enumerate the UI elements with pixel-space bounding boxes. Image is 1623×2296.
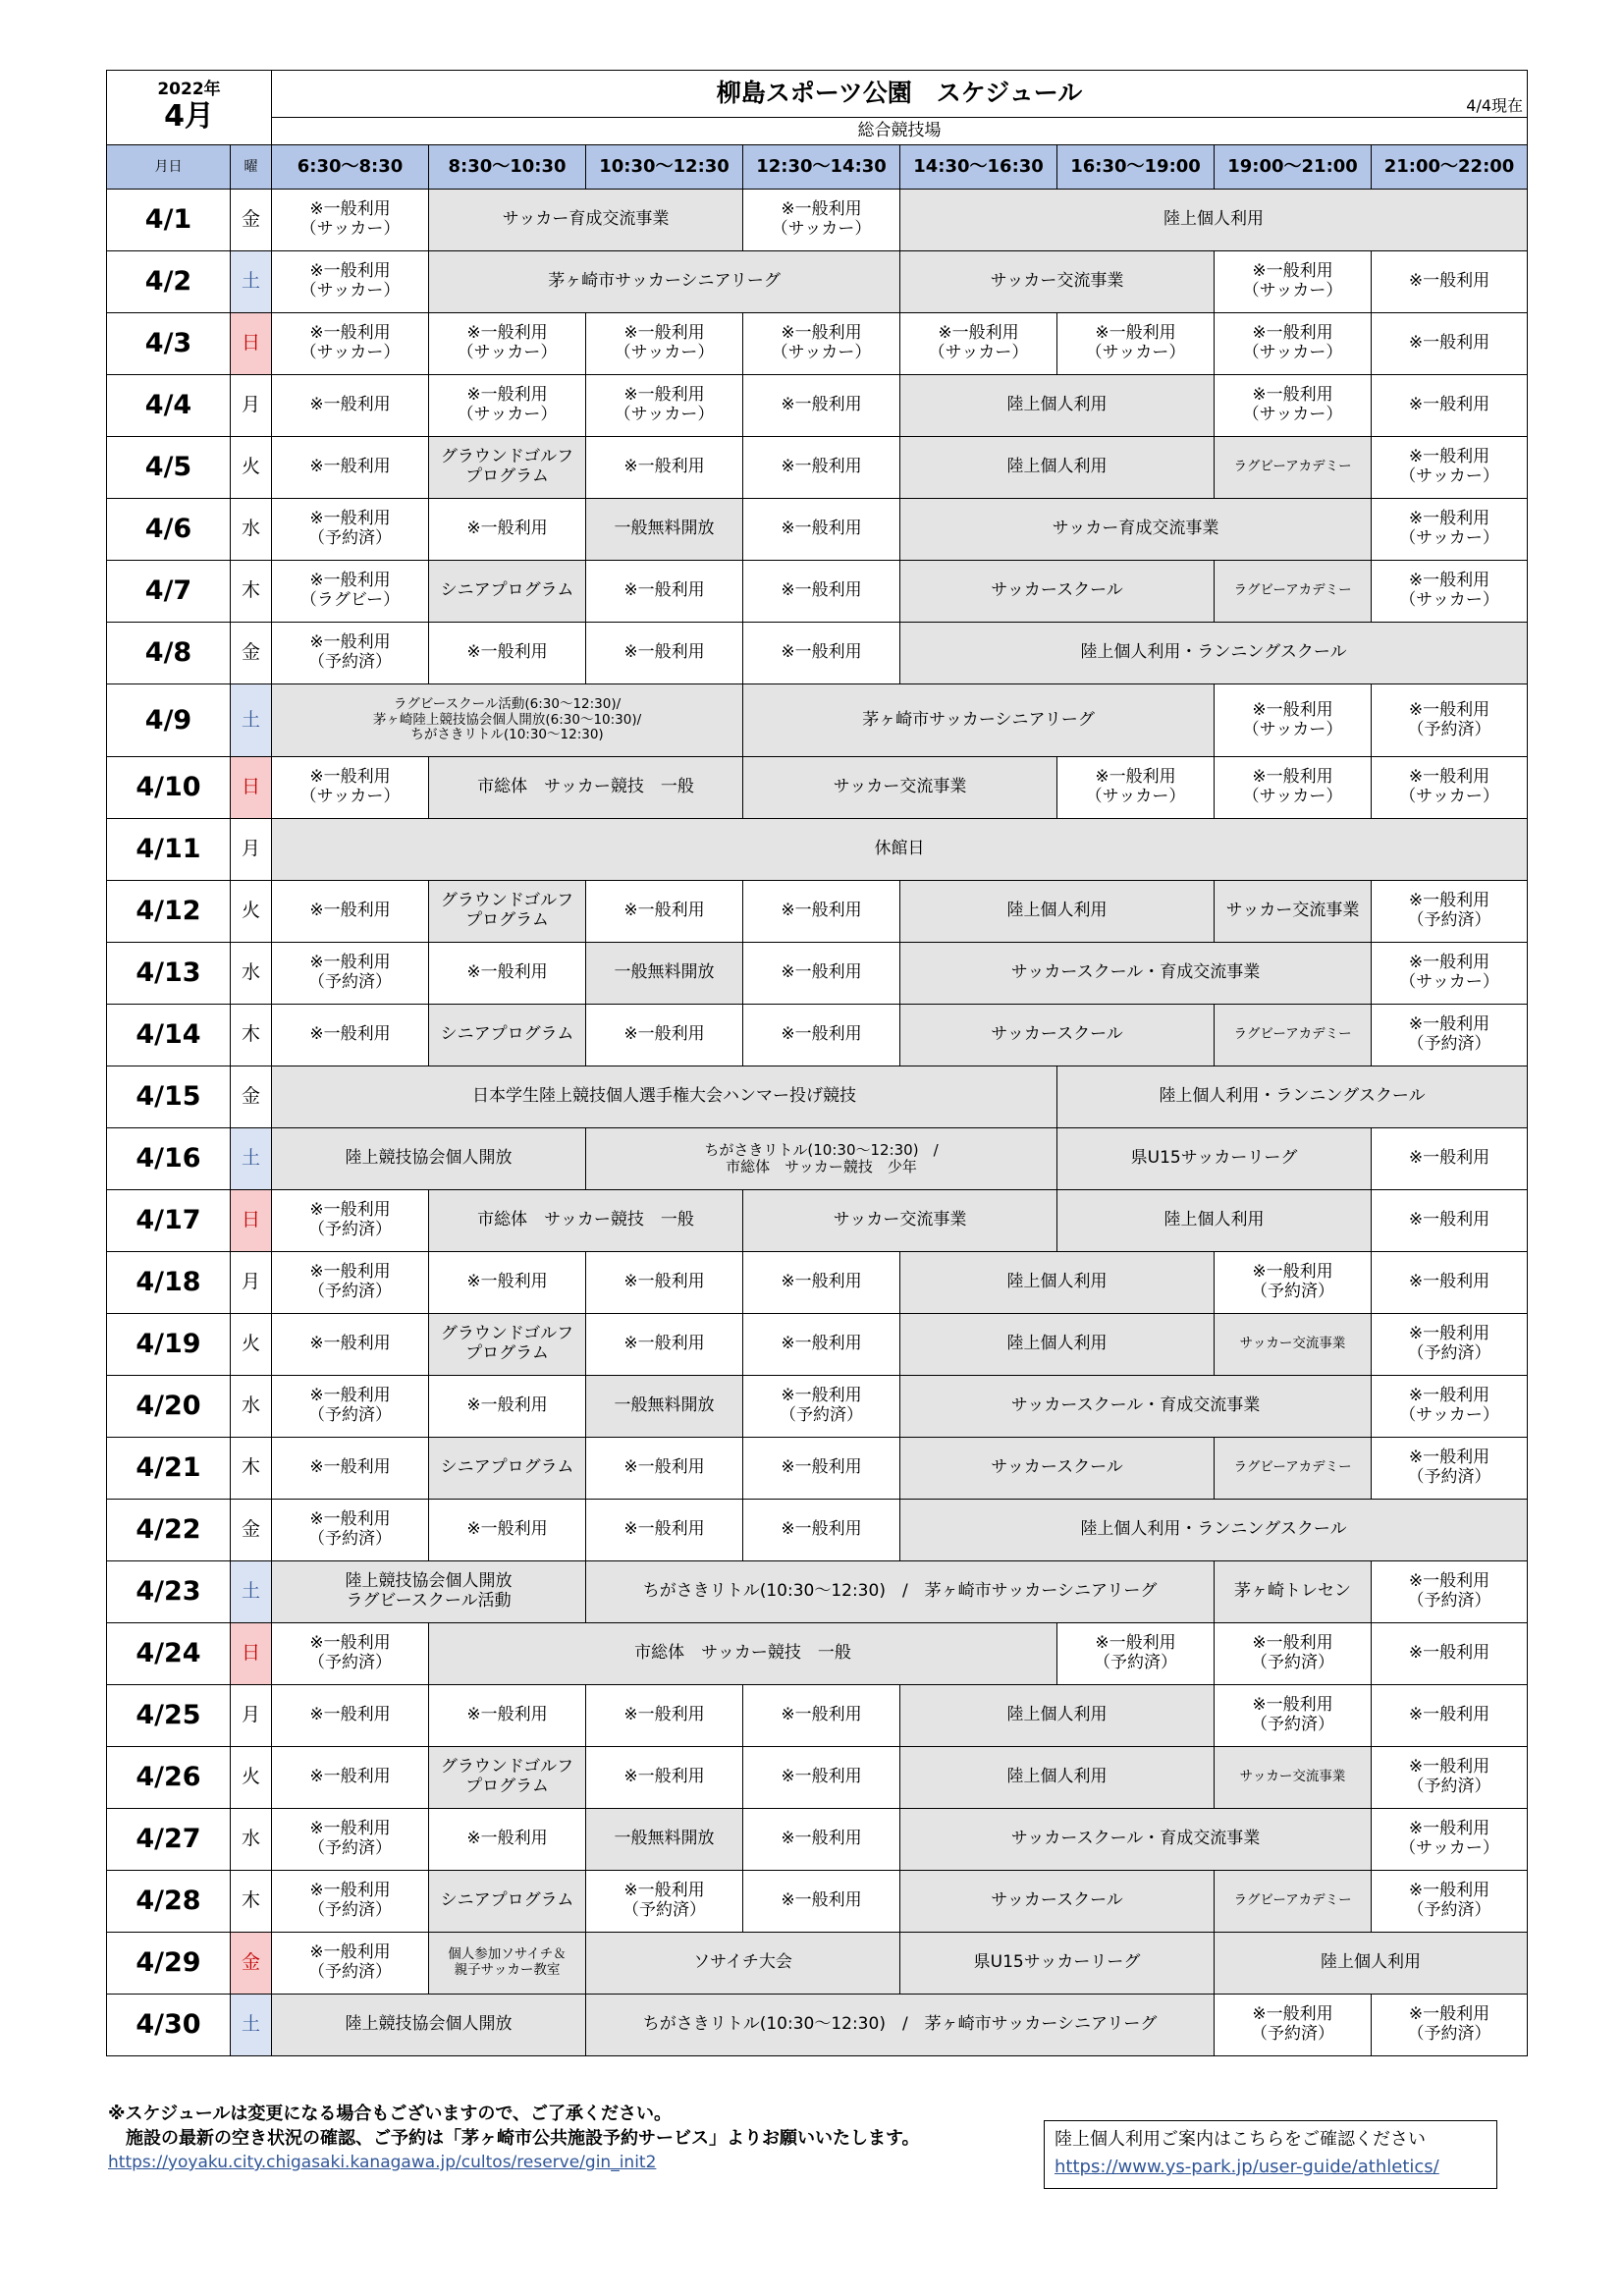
schedule-cell: 陸上個人利用 bbox=[900, 437, 1215, 499]
row-date: 4/28 bbox=[107, 1871, 231, 1933]
schedule-cell: 陸上競技協会個人開放 bbox=[272, 1128, 586, 1190]
row-date: 4/17 bbox=[107, 1190, 231, 1252]
schedule-cell: ※一般利用 bbox=[272, 1685, 429, 1747]
schedule-row bbox=[107, 1005, 1528, 1066]
row-day-of-week: 日 bbox=[231, 1623, 272, 1685]
row-date: 4/1 bbox=[107, 190, 231, 251]
schedule-cell: ※一般利用 （予約済） bbox=[272, 1871, 429, 1933]
schedule-cell: ※一般利用 bbox=[743, 1871, 900, 1933]
row-date: 4/25 bbox=[107, 1685, 231, 1747]
facility-name: 総合競技場 bbox=[272, 118, 1528, 145]
schedule-cell: ※一般利用 bbox=[586, 1685, 743, 1747]
schedule-row bbox=[107, 684, 1528, 757]
schedule-cell: ※一般利用 （サッカー） bbox=[1372, 1376, 1528, 1438]
schedule-cell: ソサイチ大会 bbox=[586, 1933, 900, 1995]
schedule-cell: ※一般利用 （予約済） bbox=[272, 1190, 429, 1252]
schedule-cell: 陸上個人利用 bbox=[900, 1252, 1215, 1314]
schedule-cell: ※一般利用 bbox=[429, 499, 586, 561]
title-text: 柳島スポーツ公園 スケジュール bbox=[716, 79, 1083, 108]
row-date: 4/19 bbox=[107, 1314, 231, 1376]
schedule-cell: ※一般利用 bbox=[429, 623, 586, 684]
schedule-cell: ※一般利用 （予約済） bbox=[1057, 1623, 1215, 1685]
schedule-cell: 市総体 サッカー競技 一般 bbox=[429, 757, 743, 819]
schedule-cell: ※一般利用 （サッカー） bbox=[1215, 313, 1372, 375]
row-day-of-week: 金 bbox=[231, 1500, 272, 1561]
schedule-row bbox=[107, 251, 1528, 313]
schedule-cell: ※一般利用 bbox=[743, 623, 900, 684]
row-day-of-week: 月 bbox=[231, 1252, 272, 1314]
schedule-cell: ラグビーアカデミー bbox=[1215, 1871, 1372, 1933]
schedule-cell: ラグビーアカデミー bbox=[1215, 1005, 1372, 1066]
schedule-cell: ※一般利用 bbox=[586, 437, 743, 499]
schedule-cell: 一般無料開放 bbox=[586, 1376, 743, 1438]
schedule-cell: サッカー交流事業 bbox=[900, 251, 1215, 313]
row-date: 4/12 bbox=[107, 881, 231, 943]
schedule-cell: ※一般利用 （予約済） bbox=[1372, 1314, 1528, 1376]
schedule-cell: ※一般利用 （サッカー） bbox=[900, 313, 1057, 375]
schedule-cell: グラウンドゴルフ プログラム bbox=[429, 1747, 586, 1809]
schedule-cell: ※一般利用 （予約済） bbox=[1372, 684, 1528, 757]
schedule-row bbox=[107, 1747, 1528, 1809]
row-day-of-week: 水 bbox=[231, 943, 272, 1005]
row-date: 4/9 bbox=[107, 684, 231, 757]
schedule-cell: ラグビーアカデミー bbox=[1215, 1438, 1372, 1500]
schedule-cell: ※一般利用 （ラグビー） bbox=[272, 561, 429, 623]
schedule-row bbox=[107, 375, 1528, 437]
row-day-of-week: 月 bbox=[231, 1685, 272, 1747]
row-day-of-week: 火 bbox=[231, 881, 272, 943]
schedule-cell: サッカー交流事業 bbox=[1215, 881, 1372, 943]
schedule-cell: ※一般利用 （予約済） bbox=[1372, 1005, 1528, 1066]
schedule-cell: ※一般利用 （予約済） bbox=[1215, 1623, 1372, 1685]
schedule-cell: 陸上個人利用 bbox=[900, 1747, 1215, 1809]
row-date: 4/29 bbox=[107, 1933, 231, 1995]
schedule-cell: 陸上競技協会個人開放 ラグビースクール活動 bbox=[272, 1561, 586, 1623]
schedule-cell: ※一般利用 bbox=[429, 1809, 586, 1871]
schedule-cell: シニアプログラム bbox=[429, 1871, 586, 1933]
row-date: 4/10 bbox=[107, 757, 231, 819]
schedule-cell: ※一般利用 （サッカー） bbox=[429, 375, 586, 437]
schedule-cell: ※一般利用 （サッカー） bbox=[272, 757, 429, 819]
schedule-cell: ※一般利用 （サッカー） bbox=[429, 313, 586, 375]
schedule-cell: ※一般利用 （予約済） bbox=[272, 1500, 429, 1561]
schedule-cell: ※一般利用 bbox=[586, 1005, 743, 1066]
row-day-of-week: 土 bbox=[231, 1995, 272, 2056]
row-date: 4/16 bbox=[107, 1128, 231, 1190]
schedule-cell: ※一般利用 （サッカー） bbox=[1372, 1809, 1528, 1871]
footer-notes bbox=[108, 2102, 920, 2175]
schedule-cell: サッカー交流事業 bbox=[743, 1190, 1057, 1252]
row-day-of-week: 水 bbox=[231, 1376, 272, 1438]
schedule-cell: ※一般利用 bbox=[272, 437, 429, 499]
schedule-row bbox=[107, 1376, 1528, 1438]
schedule-cell: ※一般利用 bbox=[743, 375, 900, 437]
schedule-cell: ※一般利用 bbox=[743, 1438, 900, 1500]
schedule-cell: ※一般利用 （予約済） bbox=[272, 1376, 429, 1438]
row-date: 4/18 bbox=[107, 1252, 231, 1314]
schedule-cell: ※一般利用 （予約済） bbox=[1372, 1747, 1528, 1809]
schedule-cell: 一般無料開放 bbox=[586, 1809, 743, 1871]
athletics-info-box bbox=[1044, 2120, 1497, 2189]
schedule-cell: ※一般利用 bbox=[586, 1747, 743, 1809]
schedule-cell: 陸上個人利用 bbox=[900, 881, 1215, 943]
schedule-cell: ※一般利用 bbox=[1372, 1685, 1528, 1747]
row-day-of-week: 土 bbox=[231, 251, 272, 313]
schedule-cell: ※一般利用 （サッカー） bbox=[743, 313, 900, 375]
schedule-row bbox=[107, 1128, 1528, 1190]
row-day-of-week: 木 bbox=[231, 1005, 272, 1066]
row-day-of-week: 木 bbox=[231, 561, 272, 623]
col-slot-header: 19:00～21:00 bbox=[1215, 145, 1372, 190]
schedule-cell: サッカー交流事業 bbox=[743, 757, 1057, 819]
schedule-cell: ※一般利用 （予約済） bbox=[1372, 1871, 1528, 1933]
col-slot-header: 14:30～16:30 bbox=[900, 145, 1057, 190]
schedule-cell: ※一般利用 bbox=[743, 1685, 900, 1747]
schedule-cell: 休館日 bbox=[272, 819, 1528, 881]
schedule-cell: ※一般利用 （サッカー） bbox=[272, 313, 429, 375]
schedule-cell: サッカー交流事業 bbox=[1215, 1747, 1372, 1809]
column-header-row bbox=[107, 145, 1528, 190]
schedule-cell: 茅ヶ崎市サッカーシニアリーグ bbox=[743, 684, 1215, 757]
row-day-of-week: 水 bbox=[231, 499, 272, 561]
schedule-cell: サッカー育成交流事業 bbox=[429, 190, 743, 251]
schedule-cell: ※一般利用 （サッカー） bbox=[1215, 251, 1372, 313]
schedule-cell: 陸上個人利用 bbox=[900, 375, 1215, 437]
schedule-cell: ※一般利用 bbox=[586, 623, 743, 684]
schedule-row bbox=[107, 881, 1528, 943]
schedule-cell: ※一般利用 bbox=[429, 1376, 586, 1438]
schedule-cell: ※一般利用 bbox=[586, 561, 743, 623]
schedule-cell: ※一般利用 bbox=[743, 1314, 900, 1376]
schedule-cell: ※一般利用 （予約済） bbox=[272, 1809, 429, 1871]
row-day-of-week: 水 bbox=[231, 1809, 272, 1871]
row-day-of-week: 金 bbox=[231, 190, 272, 251]
schedule-row bbox=[107, 623, 1528, 684]
schedule-cell: ※一般利用 （予約済） bbox=[1372, 1438, 1528, 1500]
month-header bbox=[107, 71, 272, 145]
col-slot-header: 12:30～14:30 bbox=[743, 145, 900, 190]
schedule-cell: ※一般利用 （予約済） bbox=[272, 1933, 429, 1995]
row-day-of-week: 金 bbox=[231, 1066, 272, 1128]
schedule-cell: サッカースクール・育成交流事業 bbox=[900, 1376, 1372, 1438]
row-date: 4/13 bbox=[107, 943, 231, 1005]
schedule-cell: ※一般利用 bbox=[586, 881, 743, 943]
row-day-of-week: 火 bbox=[231, 1747, 272, 1809]
schedule-cell: ※一般利用 （予約済） bbox=[1372, 1995, 1528, 2056]
schedule-cell: ※一般利用 bbox=[1372, 375, 1528, 437]
schedule-cell: ※一般利用 bbox=[429, 943, 586, 1005]
schedule-cell: ※一般利用 （サッカー） bbox=[1057, 757, 1215, 819]
schedule-cell: サッカースクール bbox=[900, 1871, 1215, 1933]
schedule-cell: 一般無料開放 bbox=[586, 499, 743, 561]
row-day-of-week: 月 bbox=[231, 375, 272, 437]
row-day-of-week: 土 bbox=[231, 684, 272, 757]
row-date: 4/6 bbox=[107, 499, 231, 561]
month-label: 4月 bbox=[164, 99, 214, 135]
schedule-cell: ※一般利用 （予約済） bbox=[272, 943, 429, 1005]
row-date: 4/20 bbox=[107, 1376, 231, 1438]
col-dow-header: 曜 bbox=[231, 145, 272, 190]
row-day-of-week: 日 bbox=[231, 1190, 272, 1252]
schedule-cell: ※一般利用 （サッカー） bbox=[272, 251, 429, 313]
schedule-cell: ※一般利用 （サッカー） bbox=[1215, 684, 1372, 757]
row-date: 4/23 bbox=[107, 1561, 231, 1623]
schedule-cell: ちがさきリトル(10:30～12:30) / 茅ヶ崎市サッカーシニアリーグ bbox=[586, 1561, 1215, 1623]
schedule-cell: ※一般利用 bbox=[586, 1314, 743, 1376]
schedule-cell: グラウンドゴルフ プログラム bbox=[429, 1314, 586, 1376]
schedule-cell: サッカー育成交流事業 bbox=[900, 499, 1372, 561]
schedule-row bbox=[107, 1871, 1528, 1933]
row-date: 4/24 bbox=[107, 1623, 231, 1685]
row-date: 4/4 bbox=[107, 375, 231, 437]
schedule-cell: 陸上個人利用 bbox=[900, 1314, 1215, 1376]
row-date: 4/30 bbox=[107, 1995, 231, 2056]
schedule-row bbox=[107, 943, 1528, 1005]
schedule-cell: シニアプログラム bbox=[429, 561, 586, 623]
schedule-cell: ※一般利用 bbox=[743, 437, 900, 499]
schedule-cell: ※一般利用 bbox=[743, 943, 900, 1005]
row-date: 4/14 bbox=[107, 1005, 231, 1066]
schedule-row bbox=[107, 1623, 1528, 1685]
row-date: 4/8 bbox=[107, 623, 231, 684]
schedule-table bbox=[106, 70, 1528, 2056]
schedule-cell: 陸上個人利用 bbox=[1057, 1190, 1372, 1252]
schedule-cell: サッカースクール bbox=[900, 1005, 1215, 1066]
schedule-cell: ※一般利用 bbox=[429, 1500, 586, 1561]
schedule-cell: 県U15サッカーリーグ bbox=[1057, 1128, 1372, 1190]
col-slot-header: 10:30～12:30 bbox=[586, 145, 743, 190]
schedule-cell: ※一般利用 bbox=[1372, 1252, 1528, 1314]
row-day-of-week: 日 bbox=[231, 757, 272, 819]
schedule-row bbox=[107, 1561, 1528, 1623]
schedule-cell: ※一般利用 bbox=[272, 1005, 429, 1066]
schedule-cell: ※一般利用 （予約済） bbox=[586, 1871, 743, 1933]
row-day-of-week: 木 bbox=[231, 1871, 272, 1933]
schedule-cell: シニアプログラム bbox=[429, 1005, 586, 1066]
row-date: 4/22 bbox=[107, 1500, 231, 1561]
schedule-row bbox=[107, 819, 1528, 881]
schedule-cell: ※一般利用 （サッカー） bbox=[586, 375, 743, 437]
col-slot-header: 8:30～10:30 bbox=[429, 145, 586, 190]
schedule-cell: サッカー交流事業 bbox=[1215, 1314, 1372, 1376]
schedule-row bbox=[107, 1500, 1528, 1561]
footer-note-change: ※スケジュールは変更になる場合もございますので、ご了承ください。 bbox=[108, 2104, 673, 2124]
schedule-cell: 個人参加ソサイチ＆ 親子サッカー教室 bbox=[429, 1933, 586, 1995]
schedule-cell: サッカースクール bbox=[900, 561, 1215, 623]
row-date: 4/7 bbox=[107, 561, 231, 623]
schedule-cell: ※一般利用 bbox=[272, 1314, 429, 1376]
row-date: 4/26 bbox=[107, 1747, 231, 1809]
schedule-cell: サッカースクール・育成交流事業 bbox=[900, 943, 1372, 1005]
as-of-date: 4/4現在 bbox=[1466, 95, 1524, 115]
schedule-cell: 市総体 サッカー競技 一般 bbox=[429, 1623, 1057, 1685]
schedule-cell: ※一般利用 bbox=[586, 1252, 743, 1314]
schedule-cell: 陸上個人利用 bbox=[1215, 1933, 1528, 1995]
row-date: 4/5 bbox=[107, 437, 231, 499]
schedule-cell: ※一般利用 （サッカー） bbox=[743, 190, 900, 251]
row-day-of-week: 金 bbox=[231, 1933, 272, 1995]
schedule-cell: ちがさきリトル(10:30～12:30) / 市総体 サッカー競技 少年 bbox=[586, 1128, 1057, 1190]
footer-note-reserve: 施設の最新の空き状況の確認、ご予約は「茅ヶ崎市公共施設予約サービス」よりお願いいたします。 bbox=[108, 2128, 920, 2149]
col-date-header: 月日 bbox=[107, 145, 231, 190]
schedule-cell: ※一般利用 （サッカー） bbox=[1215, 757, 1372, 819]
schedule-cell: サッカースクール bbox=[900, 1438, 1215, 1500]
schedule-cell: ※一般利用 （予約済） bbox=[743, 1376, 900, 1438]
schedule-cell: ※一般利用 （予約済） bbox=[272, 623, 429, 684]
schedule-cell: サッカースクール・育成交流事業 bbox=[900, 1809, 1372, 1871]
schedule-cell: ※一般利用 （予約済） bbox=[1372, 881, 1528, 943]
schedule-cell: ※一般利用 bbox=[743, 1747, 900, 1809]
schedule-cell: ラグビースクール活動(6:30～12:30)/ 茅ヶ崎陸上競技協会個人開放(6:30～10:30)/ ちがさきリトル(10:30～12:30) bbox=[272, 684, 743, 757]
schedule-cell: ※一般利用 bbox=[743, 1005, 900, 1066]
schedule-cell: ちがさきリトル(10:30～12:30) / 茅ヶ崎市サッカーシニアリーグ bbox=[586, 1995, 1215, 2056]
schedule-cell: 茅ヶ崎市サッカーシニアリーグ bbox=[429, 251, 900, 313]
schedule-cell: ※一般利用 bbox=[429, 1685, 586, 1747]
schedule-cell: ※一般利用 bbox=[743, 561, 900, 623]
schedule-cell: 一般無料開放 bbox=[586, 943, 743, 1005]
schedule-cell: シニアプログラム bbox=[429, 1438, 586, 1500]
row-day-of-week: 月 bbox=[231, 819, 272, 881]
row-day-of-week: 金 bbox=[231, 623, 272, 684]
row-date: 4/27 bbox=[107, 1809, 231, 1871]
schedule-cell: ※一般利用 （サッカー） bbox=[1372, 561, 1528, 623]
row-date: 4/21 bbox=[107, 1438, 231, 1500]
schedule-cell: ※一般利用 （予約済） bbox=[272, 1623, 429, 1685]
row-date: 4/2 bbox=[107, 251, 231, 313]
schedule-cell: ※一般利用 （予約済） bbox=[1215, 1995, 1372, 2056]
schedule-cell: 茅ヶ崎トレセン bbox=[1215, 1561, 1372, 1623]
schedule-cell: ※一般利用 bbox=[1372, 1190, 1528, 1252]
schedule-cell: ※一般利用 bbox=[1372, 1128, 1528, 1190]
col-slot-header: 6:30～8:30 bbox=[272, 145, 429, 190]
schedule-row bbox=[107, 190, 1528, 251]
schedule-row bbox=[107, 499, 1528, 561]
col-slot-header: 16:30～19:00 bbox=[1057, 145, 1215, 190]
schedule-cell: ※一般利用 bbox=[272, 375, 429, 437]
row-date: 4/3 bbox=[107, 313, 231, 375]
schedule-cell: 陸上個人利用・ランニングスクール bbox=[900, 623, 1528, 684]
schedule-cell: ※一般利用 bbox=[743, 1809, 900, 1871]
col-slot-header: 21:00～22:00 bbox=[1372, 145, 1528, 190]
schedule-row bbox=[107, 757, 1528, 819]
schedule-row bbox=[107, 1438, 1528, 1500]
row-day-of-week: 火 bbox=[231, 1314, 272, 1376]
schedule-cell: ※一般利用 bbox=[743, 1252, 900, 1314]
year-label: 2022年 bbox=[157, 80, 221, 100]
schedule-cell: ※一般利用 bbox=[1372, 1623, 1528, 1685]
schedule-cell: グラウンドゴルフ プログラム bbox=[429, 437, 586, 499]
schedule-cell: ※一般利用 bbox=[586, 1500, 743, 1561]
schedule-row bbox=[107, 1066, 1528, 1128]
row-day-of-week: 日 bbox=[231, 313, 272, 375]
page-title bbox=[272, 71, 1528, 118]
schedule-cell: 県U15サッカーリーグ bbox=[900, 1933, 1215, 1995]
schedule-row bbox=[107, 1190, 1528, 1252]
schedule-cell: 陸上個人利用 bbox=[900, 190, 1528, 251]
schedule-cell: ※一般利用 bbox=[743, 881, 900, 943]
schedule-cell: ※一般利用 bbox=[743, 499, 900, 561]
schedule-row bbox=[107, 1995, 1528, 2056]
schedule-cell: ※一般利用 （サッカー） bbox=[1372, 499, 1528, 561]
schedule-row bbox=[107, 561, 1528, 623]
schedule-cell: ※一般利用 （サッカー） bbox=[1372, 757, 1528, 819]
reservation-link[interactable]: https://yoyaku.city.chigasaki.kanagawa.jp/cultos/reserve/gin_init2 bbox=[108, 2153, 657, 2172]
schedule-cell: ※一般利用 bbox=[743, 1500, 900, 1561]
schedule-cell: 陸上個人利用・ランニングスクール bbox=[1057, 1066, 1528, 1128]
schedule-row bbox=[107, 1314, 1528, 1376]
athletics-info-link[interactable]: https://www.ys-park.jp/user-guide/athletics/ bbox=[1055, 2157, 1439, 2177]
schedule-cell: ※一般利用 bbox=[272, 1438, 429, 1500]
schedule-sheet bbox=[106, 70, 1527, 2056]
schedule-cell: ※一般利用 bbox=[272, 1747, 429, 1809]
schedule-row bbox=[107, 313, 1528, 375]
schedule-cell: ※一般利用 bbox=[429, 1252, 586, 1314]
schedule-cell: ※一般利用 bbox=[586, 1438, 743, 1500]
athletics-info-text: 陸上個人利用ご案内はこちらをご確認ください bbox=[1055, 2129, 1426, 2150]
schedule-cell: 陸上競技協会個人開放 bbox=[272, 1995, 586, 2056]
schedule-cell: ※一般利用 （サッカー） bbox=[1215, 375, 1372, 437]
schedule-row bbox=[107, 437, 1528, 499]
row-date: 4/11 bbox=[107, 819, 231, 881]
schedule-cell: ※一般利用 （予約済） bbox=[1215, 1252, 1372, 1314]
schedule-cell: ※一般利用 （サッカー） bbox=[272, 190, 429, 251]
schedule-cell: 陸上個人利用 bbox=[900, 1685, 1215, 1747]
row-day-of-week: 土 bbox=[231, 1561, 272, 1623]
row-date: 4/15 bbox=[107, 1066, 231, 1128]
schedule-cell: グラウンドゴルフ プログラム bbox=[429, 881, 586, 943]
schedule-cell: ※一般利用 bbox=[1372, 251, 1528, 313]
schedule-cell: ※一般利用 （サッカー） bbox=[1372, 943, 1528, 1005]
schedule-row bbox=[107, 1933, 1528, 1995]
schedule-cell: ※一般利用 （予約済） bbox=[1215, 1685, 1372, 1747]
schedule-cell: ラグビーアカデミー bbox=[1215, 561, 1372, 623]
schedule-cell: ※一般利用 （予約済） bbox=[272, 1252, 429, 1314]
schedule-row bbox=[107, 1685, 1528, 1747]
row-day-of-week: 火 bbox=[231, 437, 272, 499]
schedule-cell: ※一般利用 bbox=[272, 881, 429, 943]
schedule-cell: ※一般利用 （サッカー） bbox=[1372, 437, 1528, 499]
schedule-cell: 陸上個人利用・ランニングスクール bbox=[900, 1500, 1528, 1561]
schedule-cell: ※一般利用 （サッカー） bbox=[1057, 313, 1215, 375]
schedule-cell: ラグビーアカデミー bbox=[1215, 437, 1372, 499]
schedule-row bbox=[107, 1252, 1528, 1314]
row-day-of-week: 土 bbox=[231, 1128, 272, 1190]
schedule-cell: 日本学生陸上競技個人選手権大会ハンマー投げ競技 bbox=[272, 1066, 1057, 1128]
schedule-cell: ※一般利用 （サッカー） bbox=[586, 313, 743, 375]
schedule-row bbox=[107, 1809, 1528, 1871]
schedule-cell: ※一般利用 （予約済） bbox=[1372, 1561, 1528, 1623]
schedule-cell: ※一般利用 （予約済） bbox=[272, 499, 429, 561]
schedule-cell: ※一般利用 bbox=[1372, 313, 1528, 375]
schedule-cell: 市総体 サッカー競技 一般 bbox=[429, 1190, 743, 1252]
row-day-of-week: 木 bbox=[231, 1438, 272, 1500]
